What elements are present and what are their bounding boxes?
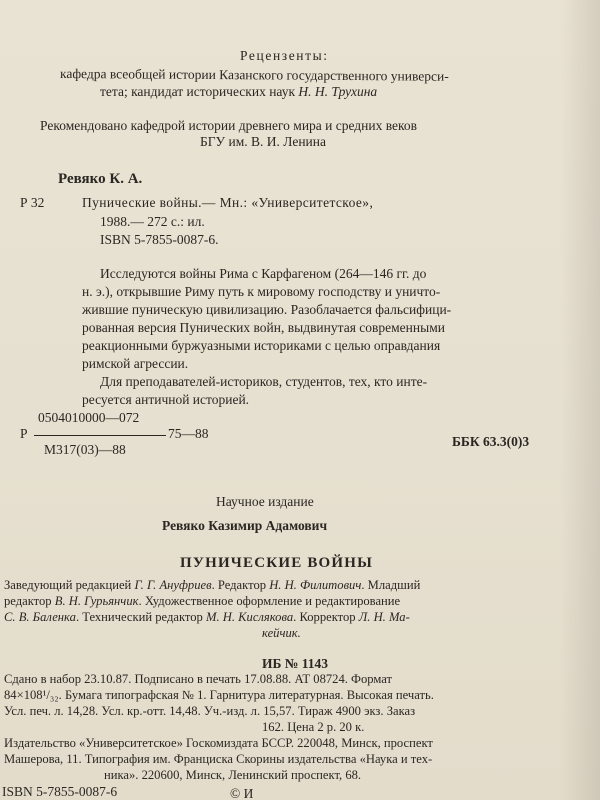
recommendation-line-2: БГУ им. В. И. Ленина: [200, 134, 326, 149]
abstract-line-5: реакционными буржуазными историками с целью оправдания: [82, 338, 441, 353]
footer-copyright: © И: [230, 786, 254, 800]
abstract-line-1: Исследуются войны Рима с Карфагеном (264—146 гг. до: [100, 266, 427, 281]
print-line-7: ника». 220600, Минск, Ленинский проспект, 68.: [104, 768, 362, 782]
catalog-code: Р 32: [20, 195, 45, 210]
print-line-4: 162. Цена 2 р. 20 к.: [262, 720, 365, 734]
abstract-line-4: рованная версия Пунических войн, выдвинутая современными: [82, 320, 445, 335]
reviewers-line-2: тета; кандидат исторических наук Н. Н. Трухина: [100, 84, 378, 99]
bbk-code: ББК 63.3(0)3: [452, 434, 530, 449]
print-line-6: Машерова, 11. Типография им. Франциска Скорины издательства «Наука и тех-: [4, 752, 433, 766]
footer-isbn: ISBN 5-7855-0087-6: [2, 784, 118, 799]
ib-number: ИБ № 1143: [262, 656, 328, 671]
classification-letter: Р: [20, 426, 28, 441]
book-title: ПУНИЧЕСКИЕ ВОЙНЫ: [180, 555, 374, 571]
abstract-line-3: жившие пуническую цивилизацию. Разоблачается фальсифици-: [82, 302, 452, 317]
classification-numerator: 0504010000—072: [38, 410, 140, 425]
reviewers-line-1: кафедра всеобщей истории Казанского государственного универси-: [59, 66, 449, 84]
abstract-line-6: римской агрессии.: [82, 356, 189, 371]
catalog-author: Ревяко К. А.: [58, 171, 143, 187]
abstract-line-2: н. э.), открывшие Риму путь к мировому господству и уничто-: [82, 284, 441, 299]
print-line-5: Издательство «Университетское» Госкомиздата БССР. 220048, Минск, проспект: [4, 736, 433, 750]
author-full-name: Ревяко Казимир Адамович: [162, 518, 328, 533]
edition-type: Научное издание: [216, 494, 314, 509]
staff-line-1: Заведующий редакцией Г. Г. Ануфриев. Редактор Н. Н. Филитович. Младший: [4, 578, 421, 592]
classification-suffix: 75—88: [168, 426, 209, 441]
abstract-line-7: Для преподавателей-историков, студентов, тех, кто инте-: [100, 374, 428, 389]
catalog-year-pages: 1988.— 272 с.: ил.: [100, 214, 205, 229]
classification-denominator: М317(03)—88: [44, 442, 126, 457]
staff-line-2: редактор В. Н. Гурьянчик. Художественное оформление и редактирование: [4, 594, 401, 608]
catalog-title-line: Пунические войны.— Мн.: «Университетское»,: [82, 195, 374, 210]
staff-line-4: кейчик.: [262, 626, 301, 640]
print-line-2: 84×108¹/₃₂. Бумага типографская № 1. Гарнитура литературная. Высокая печать.: [4, 688, 434, 702]
print-line-1: Сдано в набор 23.10.87. Подписано в печать 17.08.88. АТ 08724. Формат: [4, 672, 393, 686]
catalog-isbn: ISBN 5-7855-0087-6.: [100, 232, 219, 247]
print-line-3: Усл. печ. л. 14,28. Усл. кр.-отт. 14,48. Уч.-изд. л. 15,57. Тираж 4900 экз. Заказ: [4, 704, 416, 718]
reviewers-heading: Рецензенты:: [240, 48, 329, 63]
abstract-line-8: ресуется античной историей.: [82, 392, 250, 407]
fraction-line: [34, 435, 166, 436]
staff-line-3: С. В. Баленка. Технический редактор М. Н. Кислякова. Корректор Л. Н. Ма-: [4, 610, 410, 624]
recommendation-line-1: Рекомендовано кафедрой истории древнего мира и средних веков: [40, 118, 418, 133]
